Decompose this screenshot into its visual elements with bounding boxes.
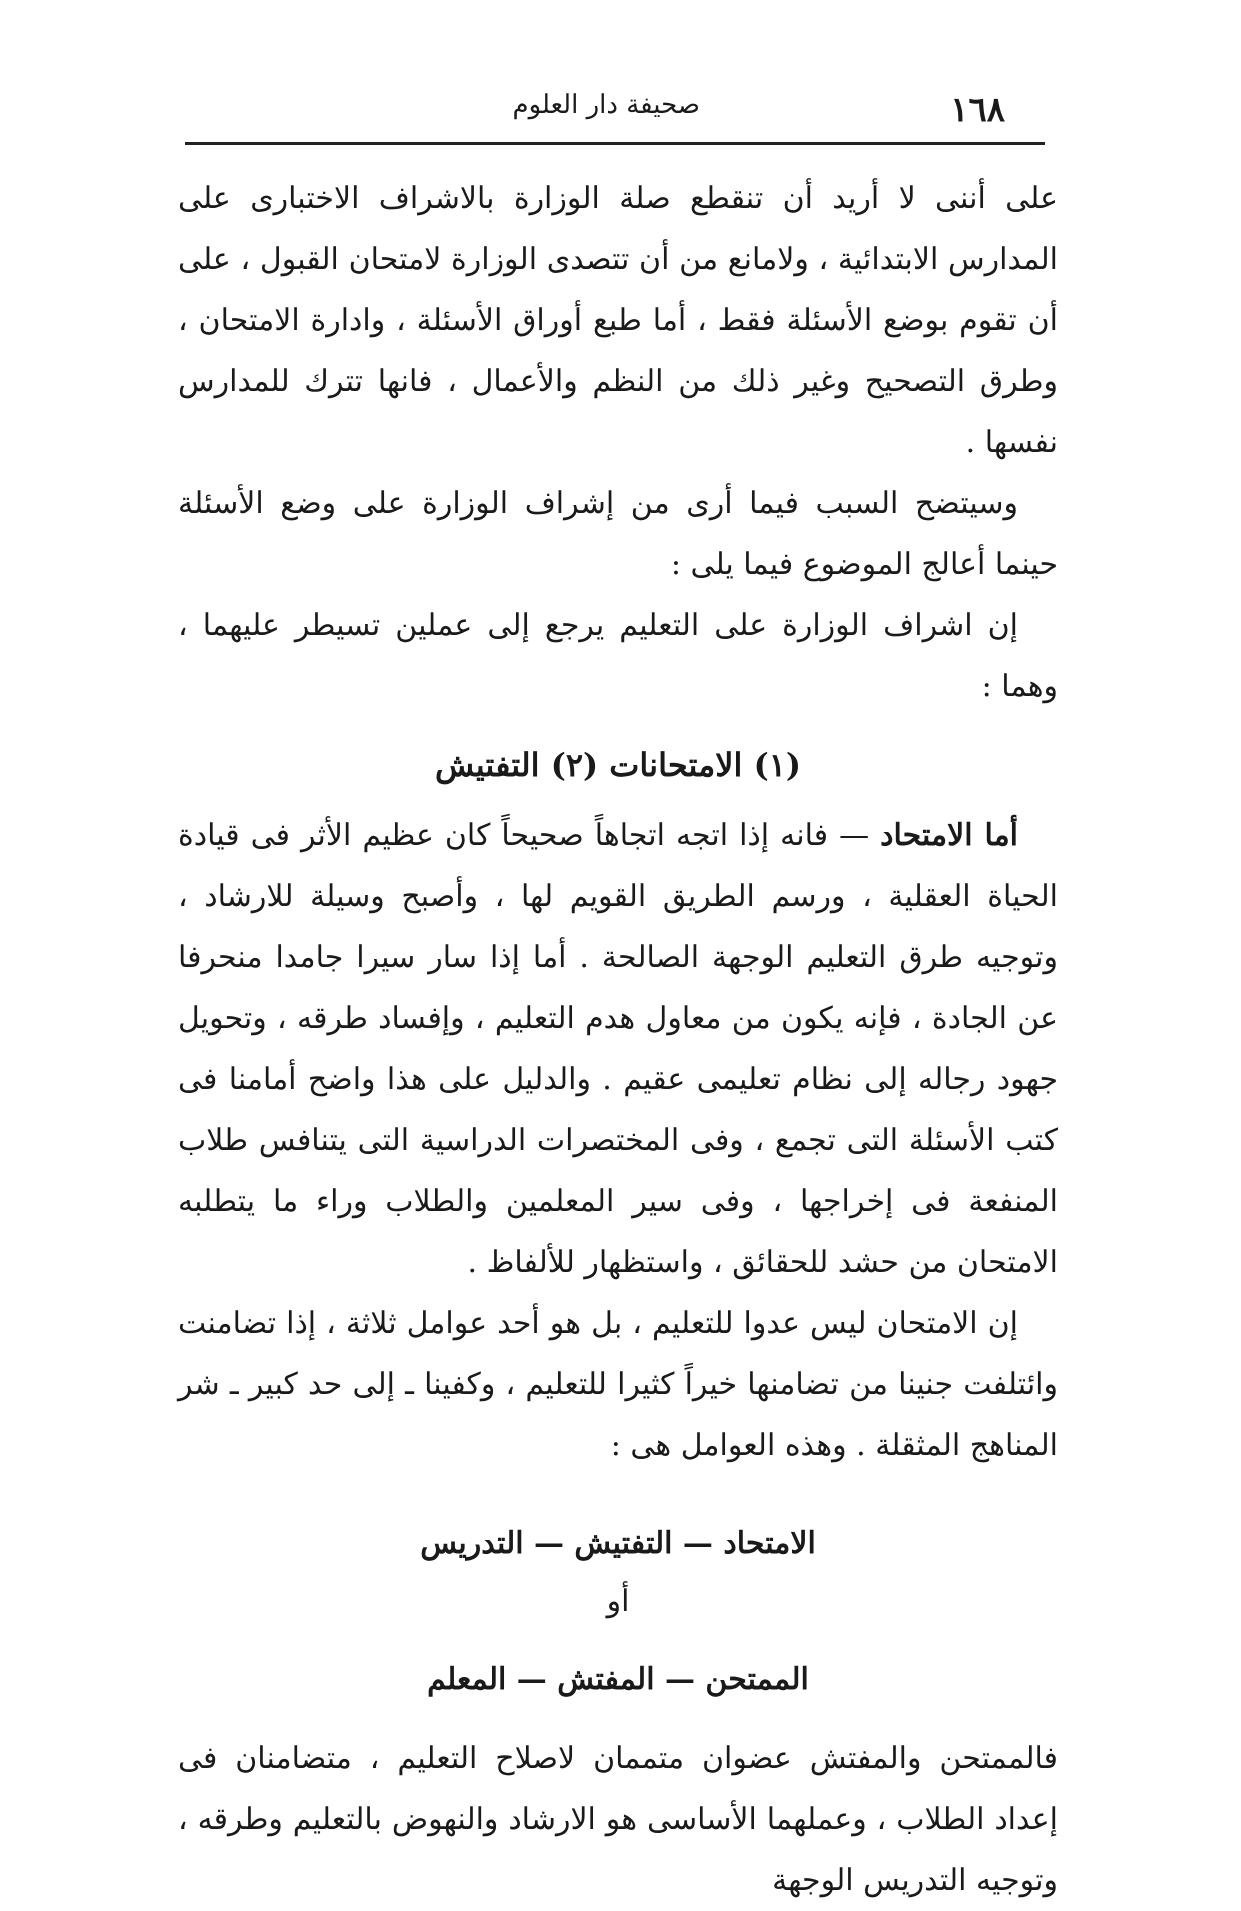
paragraph-5: إن الامتحان ليس عدوا للتعليم ، بل هو أحد عوامل ثلاثة ، إذا تضامنت وائتلفت جنينا من تضامنها خيراً كثيرا للتعليم ، وكفينا ـ إلى حد كبير ـ شر المناهج المثقلة . وهذه العوامل هى : xyxy=(178,1306,1058,1463)
paragraph-2: وسيتضح السبب فيما أرى من إشراف الوزارة على وضع الأسئلة حينما أعالج الموضوع فيما يلى : xyxy=(178,486,1058,582)
paragraph-1: على أننى لا أريد أن تنقطع صلة الوزارة بالاشراف الاختبارى على المدارس الابتدائية ، ولامانع من أن تتصدى الوزارة لامتحان القبول ، على أن تقوم بوضع الأسئلة فقط ، أما طبع أوراق الأسئلة ، وادارة الامتحان ، وطرق التصحيح وغير ذلك من النظم والأعمال ، فانها تترك للمدارس نفسها . xyxy=(178,181,1058,460)
header-rule xyxy=(185,142,1045,145)
spacer xyxy=(178,1632,1058,1652)
paragraph-4-text: — فانه إذا اتجه اتجاهاً صحيحاً كان عظيم الأثر فى قيادة الحياة العقلية ، ورسم الطريق القويم لها ، وأصبح وسيلة للارشاد ، وتوجيه طرق التعليم الوجهة الصالحة . أما إذا سار سيرا جامدا منحرفا عن الجادة ، فإنه يكون من معاول هدم التعليم ، وإفساد طرقه ، وتحويل جهود رجاله إلى نظام تعليمى عقيم . والدليل على هذا واضح أمامنا فى كتب الأسئلة التى تجمع ، وفى المختصرات الدراسية التى يتنافس طلاب المنفعة فى إخراجها ، وفى سير المعلمين والطلاب وراء ما يتطلبه الامتحان من حشد للحقائق ، واستظهار للألفاظ . xyxy=(178,818,1058,1280)
section-heading: (١) الامتحانات (٢) التفتيش xyxy=(434,746,802,784)
factors-line: الامتحاد — التفتيش — التدريس xyxy=(420,1526,816,1561)
paragraph-3: إن اشراف الوزارة على التعليم يرجع إلى عملين تسيطر عليهما ، وهما : xyxy=(178,608,1058,704)
page-number: ١٦٨ xyxy=(950,90,1005,130)
run-in-heading: أما الامتحاد xyxy=(880,818,1018,853)
persons-line: الممتحن — المفتش — المعلم xyxy=(427,1662,809,1697)
spacer xyxy=(178,1476,1058,1516)
paragraph-4 xyxy=(178,805,1058,1293)
page-header xyxy=(185,90,1045,140)
running-title: صحيفة دار العلوم xyxy=(512,90,700,120)
body-text xyxy=(178,168,1058,1911)
paragraph-6: فالممتحن والمفتش عضوان متممان لاصلاح التعليم ، متضامنان فى إعداد الطلاب ، وعملهما الأساسى هو الارشاد والنهوض بالتعليم وطرقه ، وتوجيه التدريس الوجهة xyxy=(178,1741,1058,1898)
spacer xyxy=(178,1708,1058,1728)
or-line: أو xyxy=(606,1584,630,1619)
